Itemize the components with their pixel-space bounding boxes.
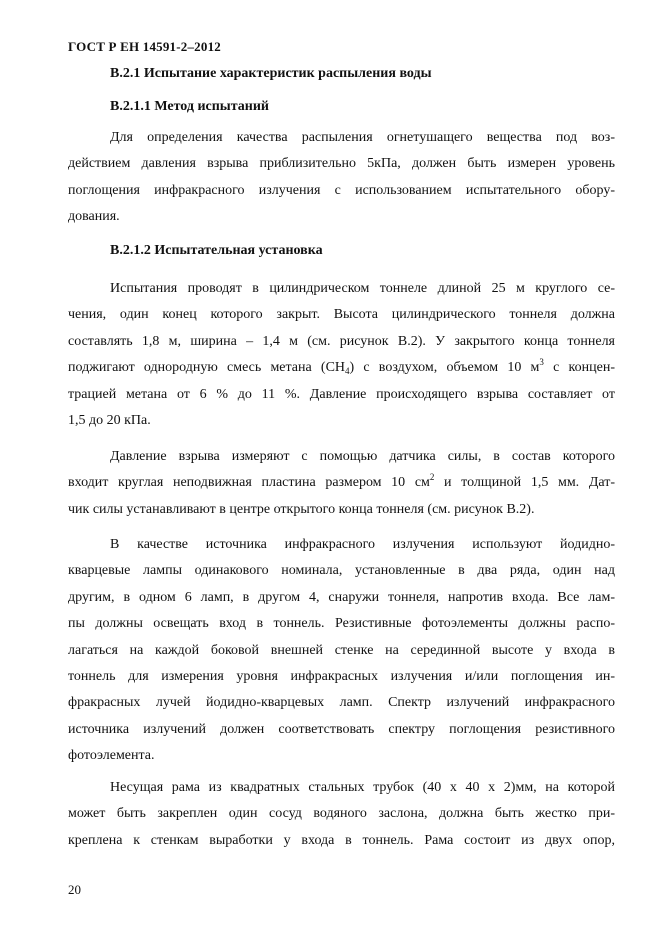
paragraph-infrared-source	[68, 532, 615, 770]
text-line: трацией метана от 6 % до 11 %. Давление происходящего взрыва составляет от	[68, 386, 615, 402]
text-line: лагаться на каждой боковой внешней стенке на серединной высоте у входа в	[68, 642, 615, 658]
text-line: поглощения инфракрасного излучения с использованием испытательного обору-	[68, 182, 615, 198]
superscript: 2	[429, 472, 435, 483]
text-fragment: поджигают однородную смесь метана (CH	[68, 360, 346, 376]
text-fragment: ) с воздухом, объемом 10 м	[349, 360, 540, 376]
text-line: чения, один конец которого закрыт. Высота цилиндрического тоннеля должна	[68, 307, 615, 323]
heading-b2-1: В.2.1 Испытание характеристик распыления воды	[110, 66, 432, 81]
text-line: фракрасных лучей йодидно-кварцевых ламп. Спектр излучений инфракрасного	[68, 695, 615, 711]
text-line: фотоэлемента.	[68, 748, 155, 764]
text-line-plate	[68, 470, 615, 496]
text-fragment: и толщиной 1,5 мм. Дат-	[434, 475, 616, 491]
text-line: 1,5 до 20 кПа.	[68, 413, 151, 429]
text-fragment: с концен-	[543, 360, 615, 376]
page-number: 20	[68, 882, 81, 897]
text-line: Испытания проводят в цилиндрическом тоннеле длиной 25 м круглого се-	[110, 281, 615, 296]
paragraph-test-method	[68, 125, 615, 231]
text-line: креплена к стенкам выработки у входа в тоннель. Рама состоит из двух опор,	[68, 832, 615, 848]
document-code-header: ГОСТ Р ЕН 14591-2–2012	[68, 39, 221, 54]
subscript: 4	[345, 366, 350, 377]
text-line: тоннель для измерения уровня инфракрасных излучения и/или поглощения ин-	[68, 669, 615, 685]
text-line: чик силы устанавливают в центре открытого конца тоннеля (см. рисунок В.2).	[68, 501, 535, 517]
paragraph-support-frame	[68, 775, 615, 854]
text-line: пы должны освещать вход в тоннель. Резистивные фотоэлементы должны распо-	[68, 616, 615, 632]
text-line: может быть закреплен один сосуд водяного заслона, должна быть жестко при-	[68, 806, 615, 822]
text-line: кварцевые лампы одинакового номинала, установленные в два ряда, один над	[68, 563, 615, 579]
text-line: другим, в одном 6 ламп, в другом 4, снаружи тоннеля, напротив входа. Все лам-	[68, 589, 615, 605]
heading-b2-1-2: В.2.1.2 Испытательная установка	[110, 243, 323, 258]
text-line-methane	[68, 355, 615, 381]
heading-b2-1-1: В.2.1.1 Метод испытаний	[110, 99, 269, 114]
text-line: действием давления взрыва приблизительно 5кПа, должен быть измерен уровень	[68, 156, 615, 172]
text-line: Для определения качества распыления огнетушащего вещества под воз-	[110, 130, 615, 145]
paragraph-test-setup	[68, 276, 615, 434]
text-line: Несущая рама из квадратных стальных трубок (40 х 40 х 2)мм, на которой	[110, 780, 615, 795]
text-line: В качестве источника инфракрасного излучения используют йодидно-	[110, 537, 615, 552]
text-line: Давление взрыва измеряют с помощью датчика силы, в состав которого	[110, 449, 615, 464]
superscript: 3	[539, 357, 544, 368]
text-line: источника излучений должен соответствовать спектру поглощения резистивного	[68, 721, 615, 737]
paragraph-pressure-sensor	[68, 444, 615, 523]
text-line: составлять 1,8 м, ширина – 1,4 м (см. рисунок В.2). У закрытого конца тоннеля	[68, 333, 615, 349]
text-fragment: входит круглая неподвижная пластина размером 10 см	[68, 475, 430, 491]
text-line: дования.	[68, 209, 120, 225]
